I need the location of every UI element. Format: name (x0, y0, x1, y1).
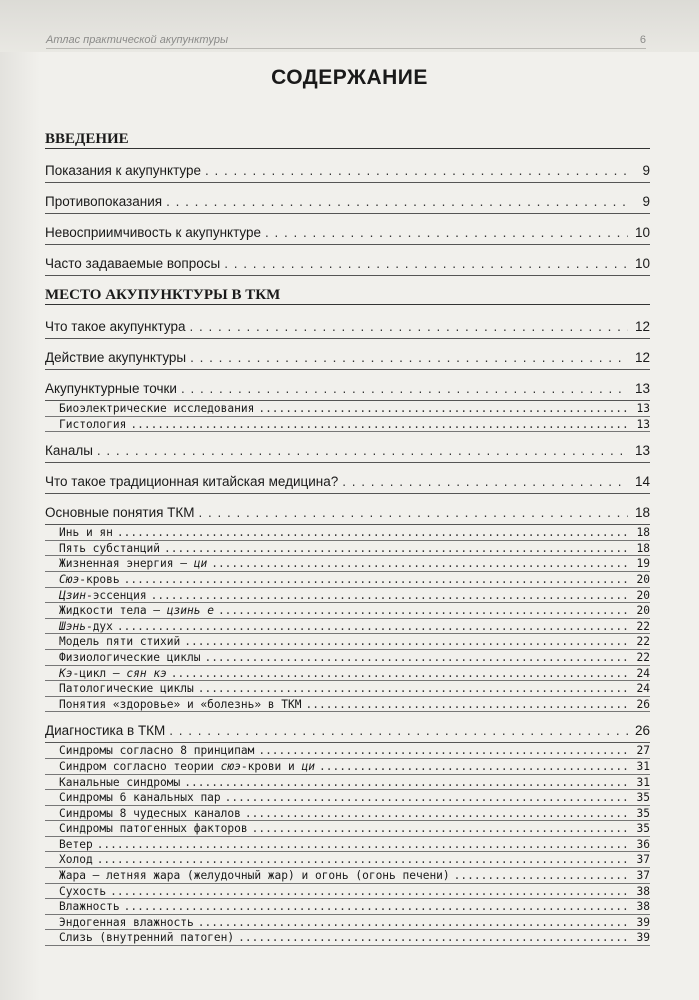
toc-entry-label: Что такое традиционная китайская медицина? (45, 474, 339, 490)
toc-subentry (45, 806, 650, 822)
toc-page-number: 24 (636, 666, 650, 680)
toc-entry (45, 712, 650, 743)
toc-entry-label: Жара — летняя жара (желудочный жар) и огонь (огонь печени) (59, 869, 450, 883)
toc-page-number: 20 (636, 588, 650, 602)
toc-subentry (45, 556, 650, 572)
dot-leader (110, 884, 628, 899)
toc-entry-label: Понятия «здоровье» и «болезнь» в ТКМ (59, 697, 302, 711)
toc-page-number: 39 (636, 915, 650, 929)
toc-subentry (45, 743, 650, 759)
toc-entry-label: Слизь (внутренний патоген) (59, 931, 235, 945)
dot-leader (97, 837, 628, 852)
dot-leader (166, 194, 628, 210)
toc-entry (45, 319, 650, 339)
toc-entry-label: Цзин-эссенция (59, 588, 147, 602)
dot-leader (211, 556, 628, 571)
toc-subentry (45, 697, 650, 713)
dot-leader (265, 225, 628, 241)
toc-entry-label: Сухость (59, 884, 107, 898)
toc-entry-label: Часто задаваемые вопросы (45, 256, 221, 271)
toc-subentry (45, 634, 650, 650)
toc-entry-label: Невосприимчивость к акупунктуре (45, 225, 262, 240)
toc-entry (45, 245, 650, 276)
toc-subentry (45, 417, 650, 433)
running-head-title: Атлас практической акупунктуры (46, 34, 229, 46)
toc-page-number: 22 (636, 650, 650, 664)
toc-page-number: 13 (634, 381, 650, 396)
dot-leader (97, 852, 628, 867)
toc-entry-label: Синдромы патогенных факторов (59, 822, 248, 836)
toc-entry-label: Эндогенная влажность (59, 915, 194, 929)
toc-entry (45, 163, 650, 183)
dot-leader (198, 681, 628, 696)
toc-page-number: 22 (636, 635, 650, 649)
toc-entry (45, 370, 650, 401)
dot-leader (198, 915, 628, 930)
toc-entry-label: Синдромы 8 чудесных каналов (59, 806, 241, 820)
toc-entry-label: Показания к акупунктуре (45, 163, 202, 178)
page-title: СОДЕРЖАНИЕ (271, 66, 428, 89)
toc-entry (45, 463, 650, 494)
toc-subentry (45, 899, 650, 915)
dot-leader (184, 634, 628, 649)
dot-leader (130, 417, 628, 432)
dot-leader (245, 806, 628, 821)
toc-entry-label: Сюэ-кровь (59, 572, 120, 586)
toc-subentry (45, 681, 650, 697)
section-heading: ВВЕДЕНИЕ (45, 130, 650, 149)
toc-subentry (45, 868, 650, 884)
dot-leader (305, 697, 628, 712)
toc-subentry (45, 821, 650, 837)
toc-page-number: 26 (634, 723, 650, 739)
toc-page-number: 13 (636, 402, 650, 415)
toc-entry-label: Действие акупунктуры (45, 350, 187, 365)
toc-page-number: 39 (636, 931, 650, 945)
toc-page-number: 35 (636, 822, 650, 836)
toc-entry-label: Шэнь-дух (59, 619, 113, 633)
toc-subentry (45, 930, 650, 946)
toc-page-number: 24 (636, 682, 650, 696)
toc-page-number: 31 (636, 775, 650, 789)
toc-entry-label: Канальные синдромы (59, 775, 181, 789)
dot-leader (224, 256, 628, 272)
toc-subentry (45, 790, 650, 806)
toc-entry-label: Акупунктурные точки (45, 381, 177, 396)
toc-subentry (45, 588, 650, 604)
running-head-page: 6 (639, 34, 646, 46)
toc-entry-label: Инь и ян (59, 526, 113, 540)
toc-subentry (45, 852, 650, 868)
toc-entry-label: Биоэлектрические исследования (59, 402, 255, 415)
toc-entry-label: Жизненная энергия — ци (59, 557, 208, 571)
toc-page-number: 9 (642, 194, 650, 209)
dot-leader (252, 821, 628, 836)
toc-page-number: 35 (636, 791, 650, 805)
toc-entry-label: Диагностика в ТКМ (45, 723, 166, 739)
toc-page-number: 9 (642, 163, 650, 178)
toc-entry-label: Патологические циклы (59, 682, 194, 696)
dot-leader (124, 899, 628, 914)
dot-leader (454, 868, 628, 883)
toc-page-number: 13 (636, 417, 650, 431)
toc-entry-label: Жидкости тела — цзинь е (59, 604, 214, 618)
toc-entry-label: Синдромы согласно 8 принципам (59, 744, 255, 758)
toc-page-number: 12 (634, 319, 650, 334)
toc-subentry (45, 650, 650, 666)
toc-subentry (45, 759, 650, 775)
toc-subentry (45, 541, 650, 557)
dot-leader (218, 603, 628, 618)
dot-leader (184, 775, 628, 790)
toc-entry-label: Синдром согласно теории сюэ-крови и ци (59, 759, 315, 773)
dot-leader (151, 588, 628, 603)
toc-page-number: 27 (636, 744, 650, 758)
toc-entry-label: Влажность (59, 900, 120, 914)
toc-entry-label: Пять субстанций (59, 541, 161, 555)
toc-entry (45, 432, 650, 463)
toc-page-number: 36 (636, 837, 650, 851)
dot-leader (171, 666, 628, 681)
dot-leader (258, 743, 628, 758)
toc-page-number: 10 (634, 256, 650, 271)
toc-entry-label: Основные понятия ТКМ (45, 505, 195, 521)
toc-page-number: 20 (636, 572, 650, 586)
toc-subentry (45, 837, 650, 853)
toc-entry-label: Ветер (59, 837, 93, 851)
toc-page-number: 18 (636, 541, 650, 555)
table-of-contents (45, 130, 650, 946)
toc-page-number: 38 (636, 900, 650, 914)
dot-leader (190, 319, 629, 335)
dot-leader (225, 790, 628, 805)
toc-entry-label: Физиологические циклы (59, 650, 201, 664)
toc-entry (45, 339, 650, 370)
toc-entry (45, 183, 650, 214)
page-gutter-shadow (0, 52, 40, 1000)
toc-entry-label: Каналы (45, 443, 93, 459)
toc-page-number: 18 (636, 526, 650, 540)
toc-entry (45, 494, 650, 525)
toc-page-number: 20 (636, 604, 650, 618)
toc-page-number: 37 (636, 869, 650, 883)
toc-page-number: 37 (636, 853, 650, 867)
dot-leader (190, 350, 628, 366)
toc-page-number: 38 (636, 884, 650, 898)
toc-subentry (45, 619, 650, 635)
toc-entry-label: Гистология (59, 417, 127, 431)
toc-entry-label: Противопоказания (45, 194, 163, 209)
dot-leader (97, 443, 628, 459)
dot-leader (117, 619, 628, 634)
toc-page-number: 35 (636, 806, 650, 820)
toc-page-number: 13 (634, 443, 650, 459)
dot-leader (164, 541, 628, 556)
dot-leader (319, 759, 628, 774)
toc-subentry (45, 401, 650, 417)
toc-page-number: 14 (634, 474, 650, 490)
toc-page-number: 19 (636, 557, 650, 571)
toc-entry (45, 214, 650, 245)
toc-page-number: 10 (634, 225, 650, 240)
toc-entry-label: Что такое акупунктура (45, 319, 186, 334)
toc-page-number: 12 (634, 350, 650, 365)
dot-leader (117, 525, 628, 540)
section-heading: МЕСТО АКУПУНКТУРЫ В ТКМ (45, 286, 650, 305)
toc-page-number: 22 (636, 619, 650, 633)
dot-leader (199, 505, 628, 521)
toc-page-number: 18 (634, 505, 650, 521)
toc-subentry (45, 572, 650, 588)
toc-page-number: 26 (636, 697, 650, 711)
dot-leader (124, 572, 628, 587)
toc-subentry (45, 525, 650, 541)
dot-leader (169, 723, 628, 739)
dot-leader (204, 650, 628, 665)
toc-subentry (45, 915, 650, 931)
toc-page-number: 31 (636, 759, 650, 773)
toc-subentry (45, 775, 650, 791)
dot-leader (205, 163, 628, 179)
toc-subentry (45, 666, 650, 682)
dot-leader (342, 474, 628, 490)
dot-leader (238, 930, 628, 945)
toc-subentry (45, 603, 650, 619)
toc-entry-label: Синдромы 6 канальных пар (59, 791, 221, 805)
dot-leader (258, 401, 628, 416)
running-head (46, 34, 646, 49)
toc-subentry (45, 884, 650, 900)
toc-entry-label: Кэ-цикл — сян кэ (59, 666, 167, 680)
toc-entry-label: Холод (59, 853, 93, 867)
dot-leader (181, 381, 628, 397)
toc-entry-label: Модель пяти стихий (59, 635, 181, 649)
